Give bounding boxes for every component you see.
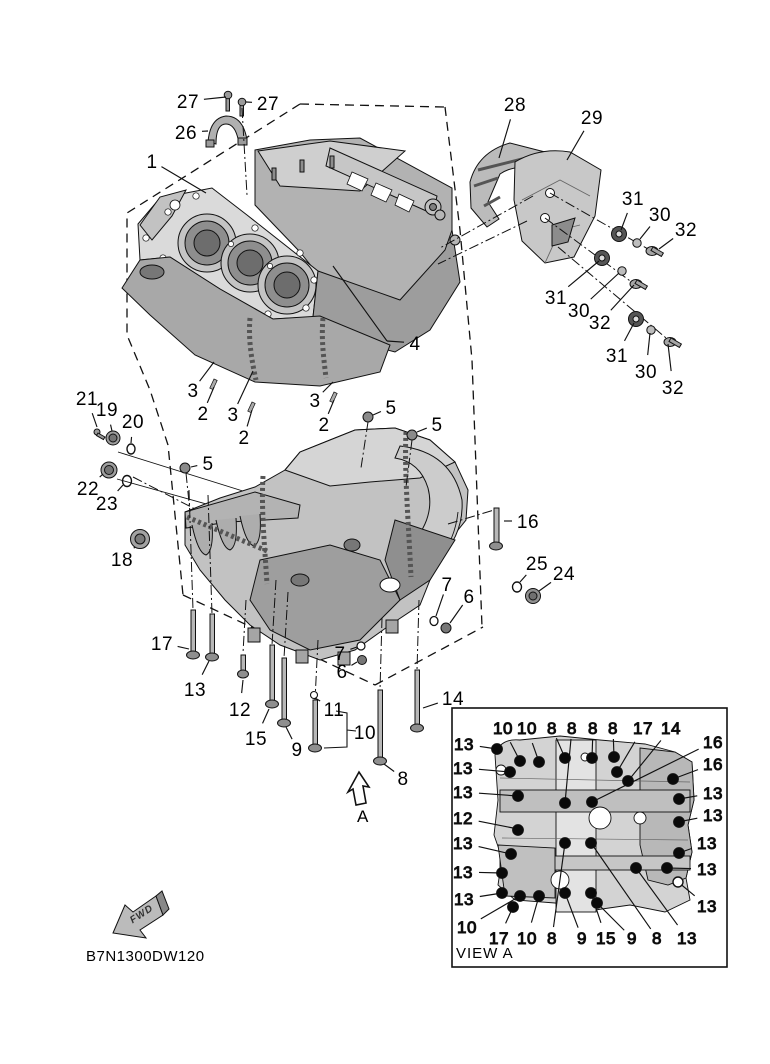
callout-leader	[640, 226, 650, 239]
mount-bracket-drawing	[206, 91, 247, 147]
callout-1: 1	[146, 151, 158, 173]
nut-6	[441, 623, 451, 633]
bolt-position-dot	[662, 863, 673, 874]
view-direction-arrow	[348, 772, 369, 805]
bolt-position-dot	[592, 898, 603, 909]
callout-5: 5	[202, 453, 214, 475]
bolt-position-dot	[506, 849, 517, 860]
callout-2: 2	[318, 414, 330, 436]
callout-leader	[247, 410, 252, 426]
callout-8: 8	[588, 719, 598, 739]
callout-6: 6	[336, 661, 348, 683]
callout-leader	[436, 594, 443, 616]
callout-16: 16	[703, 755, 723, 775]
callout-31: 31	[621, 188, 645, 210]
callout-10: 10	[517, 929, 537, 949]
bolt-position-dot	[586, 888, 597, 899]
callout-leader	[668, 344, 671, 371]
callout-2: 2	[197, 403, 209, 425]
callout-26: 26	[174, 122, 198, 144]
fwd-label: FWD	[128, 902, 156, 927]
callout-8: 8	[608, 719, 618, 739]
bolt-position-dot	[534, 891, 545, 902]
callout-leader	[134, 547, 135, 548]
bolt-position-dot	[515, 756, 526, 767]
callout-11: 11	[323, 699, 345, 721]
callout-13: 13	[453, 783, 473, 803]
bolt-position-dot	[492, 744, 503, 755]
bolt-position-dot	[560, 753, 571, 764]
callout-31: 31	[544, 287, 568, 309]
callout-32: 32	[588, 312, 612, 334]
bolt-position-dot	[586, 838, 597, 849]
bolt-position-open-dot	[673, 877, 683, 887]
callout-7: 7	[441, 574, 453, 596]
callout-leader	[204, 97, 226, 99]
dowel-7	[357, 642, 365, 650]
callout-13: 13	[183, 679, 207, 701]
bolt-position-dot	[515, 891, 526, 902]
callout-leader	[207, 387, 214, 403]
callout-12: 12	[453, 809, 473, 829]
callout-13: 13	[703, 784, 723, 804]
tensioner-parts-drawing	[438, 143, 681, 347]
callout-27: 27	[256, 93, 280, 115]
callout-2: 2	[238, 427, 250, 449]
callout-8: 8	[397, 768, 409, 790]
callout-27: 27	[176, 91, 200, 113]
nut-6b	[358, 656, 367, 665]
bolt-position-dot	[612, 767, 623, 778]
bolt-position-dot	[674, 817, 685, 828]
callout-leader	[178, 646, 189, 649]
bolt-position-dot	[623, 776, 634, 787]
bolt-position-dot	[631, 863, 642, 874]
callout-13: 13	[454, 890, 474, 910]
callout-18: 18	[110, 549, 134, 571]
bolt-position-dot	[560, 838, 571, 849]
callout-leader	[450, 605, 463, 623]
callout-leader	[328, 400, 334, 414]
callout-5: 5	[431, 414, 443, 436]
callout-leader	[423, 703, 438, 708]
drawing-code: B7N1300DW120	[86, 948, 205, 965]
callout-14: 14	[441, 688, 465, 710]
callout-13: 13	[697, 860, 717, 880]
callout-13: 13	[453, 834, 473, 854]
callout-13: 13	[453, 759, 473, 779]
callout-leader	[118, 485, 123, 491]
callout-24: 24	[552, 563, 576, 585]
callout-9: 9	[291, 739, 303, 761]
callout-20: 20	[121, 411, 145, 433]
callout-leader	[611, 285, 634, 310]
callout-leader	[111, 425, 112, 431]
callout-7: 7	[334, 643, 346, 665]
bolt-position-dot	[609, 752, 620, 763]
callout-23: 23	[95, 493, 119, 515]
callout-leader	[520, 575, 526, 582]
callout-13: 13	[703, 806, 723, 826]
callout-8: 8	[652, 929, 662, 949]
callout-leader	[659, 239, 673, 249]
callout-leader	[568, 261, 599, 287]
callout-30: 30	[567, 300, 591, 322]
o-ring-25	[513, 582, 522, 592]
callout-30: 30	[648, 204, 672, 226]
callout-3: 3	[227, 404, 239, 426]
callout-leader	[373, 411, 381, 415]
callout-leader	[351, 662, 357, 665]
bolt-position-dot	[497, 888, 508, 899]
callout-leader	[417, 428, 427, 432]
callout-5: 5	[385, 397, 397, 419]
callout-17: 17	[489, 929, 509, 949]
callout-15: 15	[244, 728, 268, 750]
callout-leader	[202, 661, 209, 675]
callout-25: 25	[525, 553, 549, 575]
bolt-position-dot	[513, 825, 524, 836]
callout-3: 3	[309, 390, 321, 412]
callout-12: 12	[228, 699, 252, 721]
callout-13: 13	[697, 897, 717, 917]
bolt-position-dot	[513, 791, 524, 802]
callout-9: 9	[627, 929, 637, 949]
callout-21: 21	[75, 388, 99, 410]
callout-19: 19	[95, 399, 119, 421]
callout-10: 10	[457, 918, 477, 938]
callout-leader	[621, 213, 627, 230]
bolt-position-dot	[508, 902, 519, 913]
callout-leader	[539, 582, 551, 591]
callout-leader	[200, 362, 214, 381]
callout-4: 4	[409, 333, 421, 355]
callout-13: 13	[454, 735, 474, 755]
callout-13: 13	[677, 929, 697, 949]
callout-16: 16	[516, 511, 540, 533]
callout-28: 28	[503, 94, 527, 116]
callout-8: 8	[567, 719, 577, 739]
callout-32: 32	[661, 377, 685, 399]
bolt-position-dot	[668, 774, 679, 785]
bolt-position-dot	[587, 753, 598, 764]
bolt-32	[630, 247, 681, 348]
callout-leader	[384, 764, 394, 771]
callout-9: 9	[577, 929, 587, 949]
bolt-position-dot	[674, 848, 685, 859]
callout-10: 10	[353, 722, 377, 744]
callout-8: 8	[547, 719, 557, 739]
callout-10: 10	[493, 719, 513, 739]
callout-14: 14	[661, 719, 681, 739]
bolt-position-dot	[560, 798, 571, 809]
callout-6: 6	[463, 586, 475, 608]
bolt-position-dot	[534, 757, 545, 768]
callout-31: 31	[605, 345, 629, 367]
view-a-label: VIEW A	[456, 945, 514, 962]
callout-8: 8	[547, 929, 557, 949]
o-ring-7	[430, 617, 438, 626]
callout-leader	[161, 167, 206, 193]
callout-29: 29	[580, 107, 604, 129]
callout-leader	[263, 709, 269, 723]
bolt-position-dot	[497, 868, 508, 879]
washer-11	[311, 692, 318, 699]
view-a-inset	[452, 708, 727, 967]
callout-leader	[286, 727, 292, 739]
callout-leader	[100, 474, 103, 477]
callout-17: 17	[150, 633, 174, 655]
bolt-position-dot	[587, 797, 598, 808]
callout-16: 16	[703, 733, 723, 753]
callout-13: 13	[453, 863, 473, 883]
callout-17: 17	[633, 719, 653, 739]
bolt-position-dot	[505, 767, 516, 778]
callout-10: 10	[517, 719, 537, 739]
bolt-position-dot	[674, 794, 685, 805]
callout-13: 13	[697, 834, 717, 854]
callout-3: 3	[187, 380, 199, 402]
callout-leader	[625, 323, 634, 341]
callout-32: 32	[674, 219, 698, 241]
bolt-position-dot	[560, 888, 571, 899]
callout-leader	[648, 333, 650, 355]
callout-15: 15	[596, 929, 616, 949]
callout-leader	[131, 437, 132, 443]
callout-30: 30	[634, 361, 658, 383]
callout-leader	[191, 466, 197, 467]
callout-22: 22	[76, 478, 100, 500]
callout-leader	[242, 680, 243, 693]
direction-label: A	[357, 807, 369, 826]
